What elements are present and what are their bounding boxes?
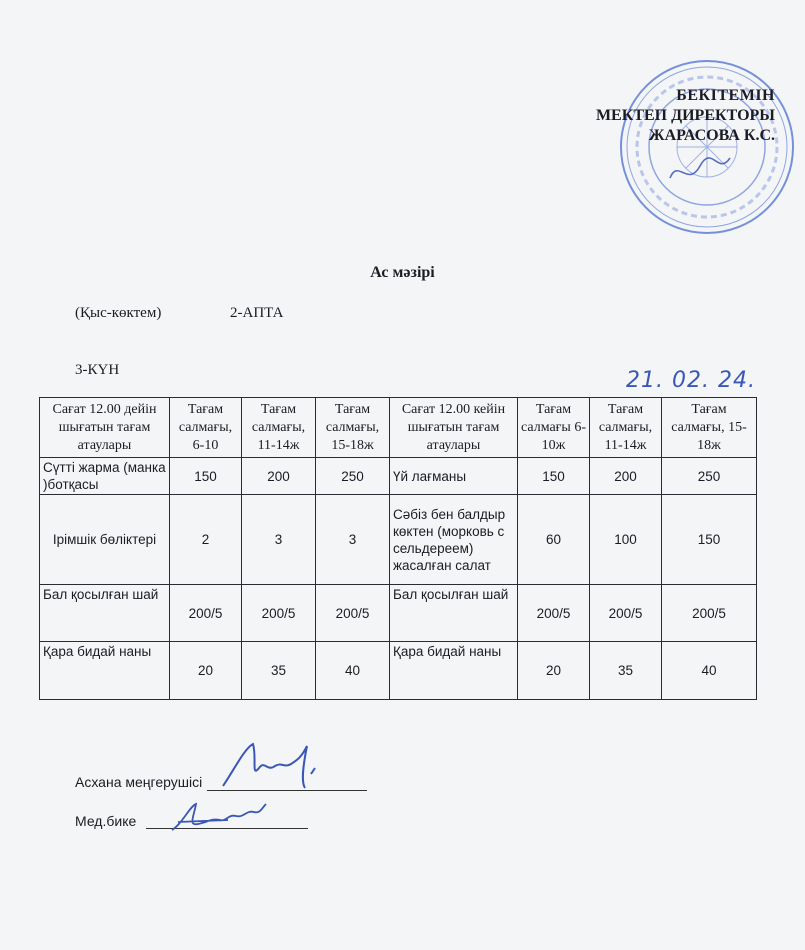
approval-block — [596, 86, 775, 146]
approval-line-3: ЖАРАСОВА К.С. — [648, 127, 775, 144]
dish-cell: Сәбіз бен балдыр көктен (морковь с сельдереем) жасалған салат — [390, 495, 518, 585]
signature-nurse — [168, 800, 278, 836]
menu-table — [39, 397, 757, 700]
dish-cell: Бал қосылған шай — [390, 585, 518, 642]
weight-cell: 40 — [662, 642, 757, 700]
dish-cell: Қара бидай наны — [390, 642, 518, 700]
weight-cell: 200/5 — [170, 585, 242, 642]
weight-cell: 200 — [242, 458, 316, 495]
weight-cell: 20 — [170, 642, 242, 700]
header-cell: Сағат 12.00 кейін шығатын тағам атаулары — [390, 398, 518, 458]
week-label: 2-АПТА — [230, 305, 284, 321]
weight-cell: 40 — [316, 642, 390, 700]
table-row — [40, 642, 757, 700]
header-cell: Тағам салмағы 6-10ж — [518, 398, 590, 458]
handwritten-date: 21. 02. 24. — [626, 368, 756, 393]
weight-cell: 200 — [590, 458, 662, 495]
table-row — [40, 458, 757, 495]
weight-cell: 150 — [662, 495, 757, 585]
day-label: 3-КҮН — [75, 362, 120, 378]
dish-cell: Үй лағманы — [390, 458, 518, 495]
header-cell: Сағат 12.00 дейін шығатын тағам атаулары — [40, 398, 170, 458]
weight-cell: 150 — [518, 458, 590, 495]
weight-cell: 35 — [590, 642, 662, 700]
weight-cell: 200/5 — [590, 585, 662, 642]
season-label: (Қыс-көктем) — [75, 305, 162, 321]
header-cell: Тағам салмағы, 11-14ж — [242, 398, 316, 458]
table-header-row — [40, 398, 757, 458]
weight-cell: 250 — [316, 458, 390, 495]
weight-cell: 3 — [242, 495, 316, 585]
weight-cell: 200/5 — [518, 585, 590, 642]
weight-cell: 60 — [518, 495, 590, 585]
weight-cell: 2 — [170, 495, 242, 585]
weight-cell: 35 — [242, 642, 316, 700]
dish-cell: Қара бидай наны — [40, 642, 170, 700]
dish-cell: Бал қосылған шай — [40, 585, 170, 642]
page-title: Ас мәзірі — [370, 264, 435, 281]
approval-line-1: БЕКІТЕМІН — [676, 87, 775, 104]
nurse-label: Мед.бике — [75, 813, 137, 829]
table-row — [40, 585, 757, 642]
dish-cell: Сүтті жарма (манка )ботқасы — [40, 458, 170, 495]
header-cell: Тағам салмағы, 6-10 — [170, 398, 242, 458]
table-row — [40, 495, 757, 585]
cafeteria-head-label: Асхана меңгерушісі — [75, 774, 203, 790]
dish-cell: Ірімшік бөліктері — [40, 495, 170, 585]
weight-cell: 250 — [662, 458, 757, 495]
weight-cell: 150 — [170, 458, 242, 495]
header-cell: Тағам салмағы, 15-18ж — [662, 398, 757, 458]
header-cell: Тағам салмағы, 15-18ж — [316, 398, 390, 458]
weight-cell: 200/5 — [662, 585, 757, 642]
official-seal — [618, 58, 796, 236]
signature-cafeteria-head — [215, 738, 335, 793]
header-cell: Тағам салмағы, 11-14ж — [590, 398, 662, 458]
weight-cell: 200/5 — [242, 585, 316, 642]
weight-cell: 200/5 — [316, 585, 390, 642]
weight-cell: 20 — [518, 642, 590, 700]
weight-cell: 3 — [316, 495, 390, 585]
approval-line-2: МЕКТЕП ДИРЕКТОРЫ — [595, 107, 775, 124]
weight-cell: 100 — [590, 495, 662, 585]
